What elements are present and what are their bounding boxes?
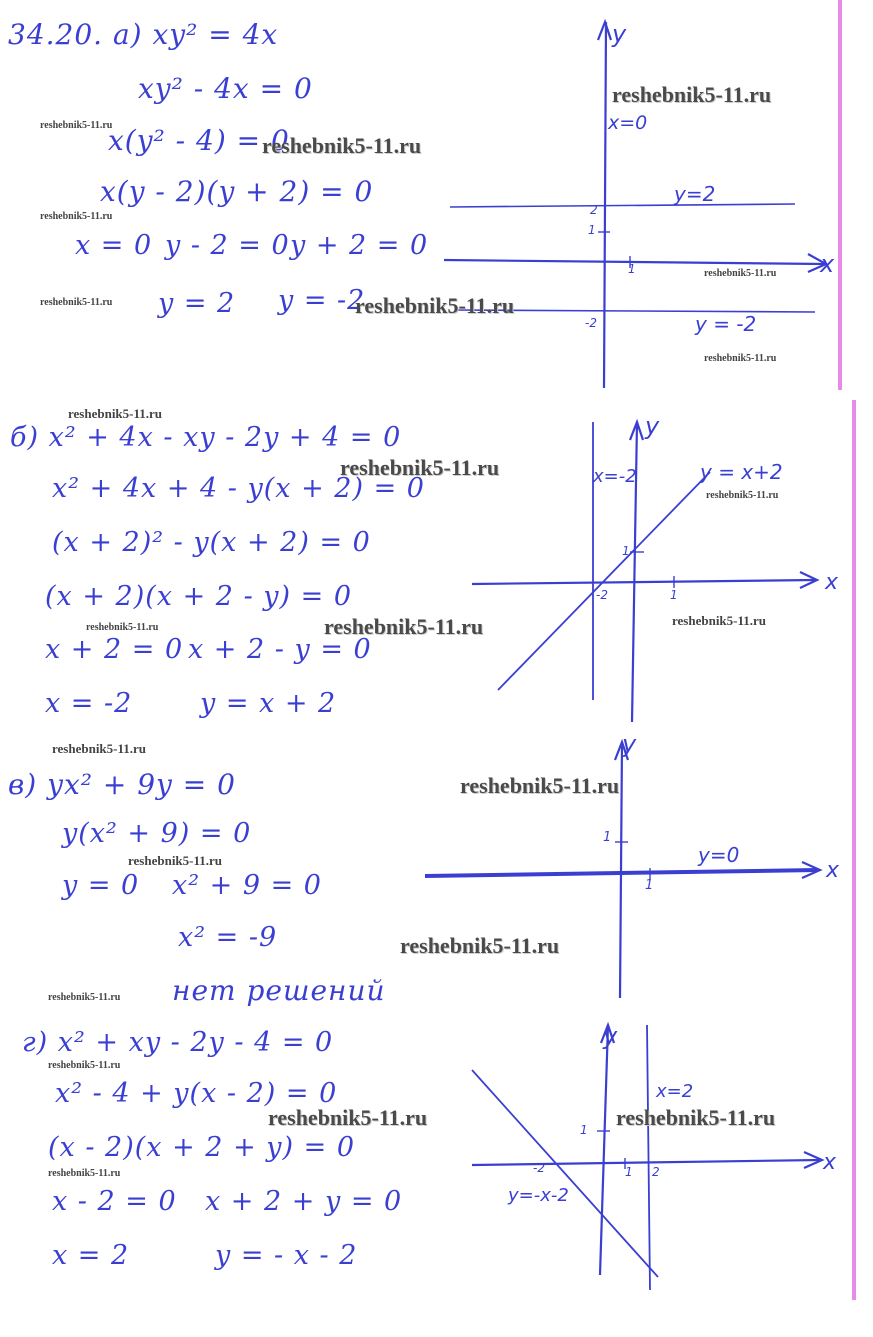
watermark-small: reshebnik5-11.ru [48, 1168, 121, 1179]
graph-a-tick-m2: -2 [585, 316, 597, 330]
part-b-line-2: x² + 4x + 4 - y(x + 2) = 0 [52, 473, 425, 504]
graph-v-xlabel: x [826, 858, 840, 883]
part-g-line-2: x² - 4 + y(x - 2) = 0 [55, 1078, 338, 1109]
part-g-sol-1: x - 2 = 0 [52, 1186, 177, 1217]
part-b-sol-1: x + 2 = 0 [45, 634, 184, 665]
graph-b-xlabel: x [825, 570, 839, 595]
part-b-sol-2: x + 2 - y = 0 [188, 634, 372, 665]
graph-v [420, 730, 840, 1005]
graph-g-tick-1: 1 [580, 1123, 588, 1137]
part-v-line-1: в) yx² + 9y = 0 [8, 768, 236, 801]
graph-a-x0-label: x=0 [608, 112, 648, 134]
graph-a-ym2-label: y = -2 [695, 312, 757, 336]
graph-b-tick-m2: -2 [596, 588, 608, 602]
part-b-ans-2: y = x + 2 [200, 688, 337, 719]
part-b-ans-1: x = -2 [45, 688, 133, 719]
part-g-line-1: г) x² + xy - 2y - 4 = 0 [22, 1027, 334, 1058]
watermark: reshebnik5-11.ru [460, 773, 620, 798]
part-a-line-2: xy² - 4x = 0 [138, 72, 313, 105]
watermark: reshebnik5-11.ru [340, 455, 500, 480]
watermark-small: reshebnik5-11.ru [706, 490, 779, 501]
graph-g-vline-label: x=2 [656, 1081, 694, 1102]
graph-a [430, 10, 850, 395]
part-a-line-4: x(y - 2)(y + 2) = 0 [100, 175, 374, 208]
margin-line-bottom [852, 400, 856, 1300]
graph-b [460, 410, 850, 735]
part-a-sol-x0: x = 0 [75, 230, 153, 261]
graph-v-tick-1: 1 [603, 830, 612, 845]
graph-g-line-label: y=-x-2 [508, 1185, 569, 1206]
watermark-small: reshebnik5-11.ru [40, 120, 113, 131]
graph-g-tick-x2: 2 [652, 1165, 660, 1179]
watermark: reshebnik5-11.ru [355, 293, 515, 318]
watermark-small: reshebnik5-11.ru [40, 211, 113, 222]
graph-a-xlabel: x [820, 250, 835, 278]
part-b-line-4: (x + 2)(x + 2 - y) = 0 [45, 581, 353, 612]
part-a-ans-y2: y = 2 [158, 288, 236, 319]
graph-a-tick-2: 2 [590, 203, 598, 217]
graph-g-tick-m2: -2 [533, 1161, 545, 1175]
part-a-sol-y-2: y - 2 = 0 [165, 230, 290, 261]
watermark-small: reshebnik5-11.ru [704, 353, 777, 364]
watermark-small: reshebnik5-11.ru [52, 741, 147, 756]
graph-g-tick-x1: 1 [625, 1165, 633, 1179]
graph-b-line-label: y = x+2 [700, 460, 783, 484]
watermark-small: reshebnik5-11.ru [48, 992, 121, 1003]
part-g-sol-2: x + 2 + y = 0 [205, 1186, 403, 1217]
graph-b-ylabel: y [645, 412, 660, 440]
part-b-line-1: б) x² + 4x - xy - 2y + 4 = 0 [10, 422, 402, 453]
part-b-line-3: (x + 2)² - y(x + 2) = 0 [52, 527, 371, 558]
graph-g-xlabel: x [823, 1150, 837, 1175]
graph-a-tick-x1: 1 [628, 262, 636, 276]
watermark-small: reshebnik5-11.ru [40, 297, 113, 308]
watermark-small: reshebnik5-11.ru [672, 613, 767, 628]
part-g-line-3: (x - 2)(x + 2 + y) = 0 [48, 1132, 356, 1163]
graph-b-vline-label: x=-2 [593, 466, 637, 487]
watermark: reshebnik5-11.ru [324, 614, 484, 639]
watermark-small: reshebnik5-11.ru [86, 622, 159, 633]
graph-v-ylabel: y [622, 730, 637, 758]
graph-b-tick-1: 1 [622, 544, 630, 558]
part-v-no-solutions: нет решений [172, 974, 386, 1007]
part-v-sol-x2-9: x² = -9 [178, 922, 278, 953]
watermark: reshebnik5-11.ru [268, 1105, 428, 1130]
watermark: reshebnik5-11.ru [400, 933, 560, 958]
watermark-small: reshebnik5-11.ru [128, 853, 223, 868]
part-v-line-2: y(x² + 9) = 0 [62, 818, 252, 849]
watermark: reshebnik5-11.ru [612, 82, 772, 107]
graph-v-line-label: y=0 [698, 843, 740, 867]
part-a-sol-y+2: y + 2 = 0 [290, 230, 429, 261]
watermark: reshebnik5-11.ru [262, 133, 422, 158]
part-g-ans-2: y = - x - 2 [215, 1240, 358, 1271]
part-a-line-3: x(y² - 4) = 0 [108, 124, 290, 157]
watermark-small: reshebnik5-11.ru [704, 268, 777, 279]
part-a-ans-ym2: y = -2 [278, 285, 366, 316]
part-v-sol-y0: y = 0 [62, 870, 140, 901]
part-a-line-1: 34.20. а) xy² = 4x [8, 18, 279, 51]
graph-b-tick-x1: 1 [670, 588, 678, 602]
graph-a-ylabel: y [612, 20, 627, 48]
graph-a-y2-label: y=2 [674, 182, 716, 206]
graph-g-ylabel: y [603, 1022, 618, 1050]
watermark-small: reshebnik5-11.ru [68, 406, 163, 421]
part-g-ans-1: x = 2 [52, 1240, 130, 1271]
watermark: reshebnik5-11.ru [616, 1105, 776, 1130]
graph-g [460, 1015, 850, 1295]
graph-v-tick-x1: 1 [645, 878, 654, 893]
watermark-small: reshebnik5-11.ru [48, 1060, 121, 1071]
graph-a-tick-1: 1 [588, 223, 596, 237]
part-v-sol-x2+9: x² + 9 = 0 [172, 870, 322, 901]
